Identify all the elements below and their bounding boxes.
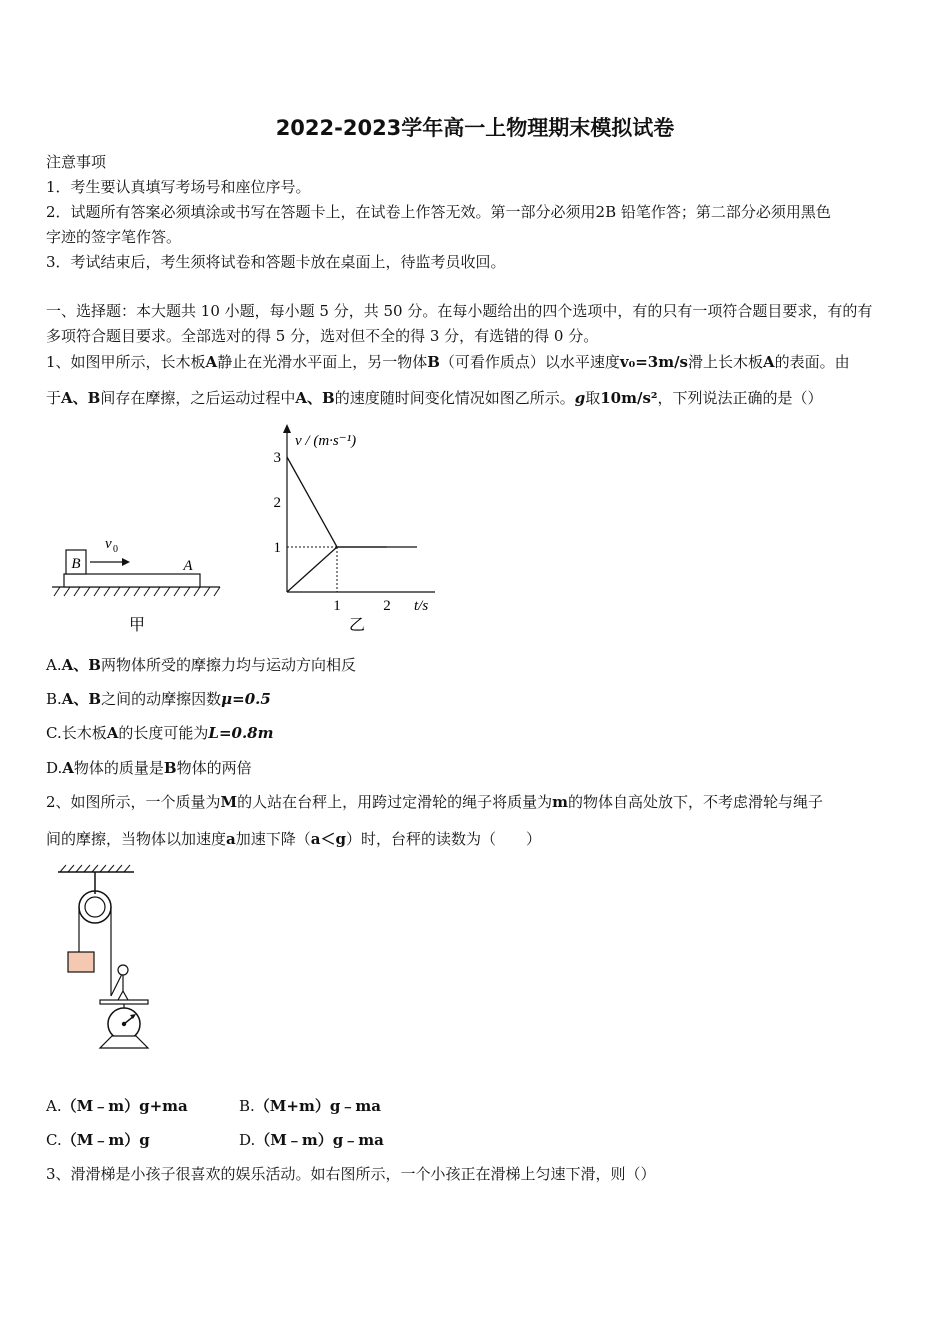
text: 间存在摩擦，之后运动过程中 bbox=[100, 389, 296, 407]
text: 间的摩擦，当物体以加速度 bbox=[46, 830, 227, 848]
scale-platform bbox=[100, 1000, 148, 1004]
x-axis-label: t/s bbox=[414, 598, 429, 614]
section-intro: 多项符合题目要求。全部选对的得 5 分，选对但不全的得 3 分，有选错的得 0 分。 bbox=[46, 327, 599, 345]
option-d[interactable] bbox=[46, 758, 252, 778]
symbol: A、B bbox=[61, 389, 101, 407]
notice-item: 字迹的签字笔作答。 bbox=[46, 228, 182, 246]
figure-block-board bbox=[50, 530, 225, 640]
symbol: M bbox=[220, 793, 238, 811]
ceiling-hatching bbox=[60, 865, 130, 872]
v0-subscript: 0 bbox=[113, 544, 118, 555]
symbol: A bbox=[106, 724, 119, 742]
scale-base bbox=[100, 1036, 148, 1048]
formula: （M+m）g﹣ma bbox=[254, 1097, 381, 1115]
symbol: g bbox=[574, 389, 586, 407]
formula: μ=0.5 bbox=[221, 690, 271, 708]
option-text: 物体的质量是 bbox=[73, 759, 164, 777]
option-d[interactable] bbox=[239, 1130, 384, 1150]
page-title: 2022-2023学年高一上物理期末模拟试卷 bbox=[275, 116, 675, 140]
option-text: 长木板 bbox=[61, 724, 107, 742]
y-tick-label: 3 bbox=[273, 450, 281, 466]
symbol: A、B bbox=[61, 690, 102, 708]
text: 的物体自高处放下，不考虑滑轮与绳子 bbox=[568, 793, 824, 811]
symbol: a bbox=[226, 830, 236, 848]
notice-item: 2．试题所有答案必须填涂或书写在答题卡上，在试卷上作答无效。第一部分必须用2B 铅笔作答；第二部分必须用黑色 bbox=[46, 203, 831, 221]
text: ）时，台秤的读数为（ ） bbox=[345, 830, 541, 848]
option-text: 两物体所受的摩擦力均与运动方向相反 bbox=[100, 656, 356, 674]
question-2-text bbox=[46, 792, 823, 812]
option-letter: D. bbox=[46, 759, 63, 777]
text: 1、如图甲所示，长木板 bbox=[46, 353, 206, 371]
y-tick-label: 1 bbox=[273, 540, 281, 556]
pulley-icon bbox=[79, 891, 111, 923]
x-tick-label: 1 bbox=[333, 598, 341, 614]
option-letter: A. bbox=[46, 1097, 62, 1115]
x-tick-label: 2 bbox=[383, 598, 391, 614]
question-1-text bbox=[46, 352, 850, 372]
series-line-2 bbox=[287, 547, 387, 592]
symbol: a＜g bbox=[310, 830, 346, 848]
symbol: m bbox=[552, 793, 569, 811]
option-text: 之间的动摩擦因数 bbox=[101, 690, 222, 708]
option-c[interactable] bbox=[46, 1130, 150, 1150]
figure-vt-chart bbox=[265, 420, 455, 635]
notice-item: 1．考生要认真填写考场号和座位序号。 bbox=[46, 178, 311, 196]
formula: （M﹣m）g bbox=[61, 1131, 150, 1149]
text: （可看作质点）以水平速度 bbox=[439, 353, 620, 371]
text: 静止在光滑水平面上，另一物体 bbox=[217, 353, 428, 371]
option-letter: B. bbox=[239, 1097, 255, 1115]
arrow-head-icon bbox=[122, 558, 130, 566]
text: 的表面。由 bbox=[774, 353, 850, 371]
symbol: B bbox=[427, 353, 440, 371]
symbol: A bbox=[62, 759, 74, 777]
text: 于 bbox=[46, 389, 62, 407]
text: 2、如图所示，一个质量为 bbox=[46, 793, 221, 811]
text: 取 bbox=[585, 389, 601, 407]
formula: （M﹣m）g+ma bbox=[61, 1097, 188, 1115]
option-a[interactable] bbox=[46, 1096, 188, 1116]
person-head-icon bbox=[118, 965, 128, 975]
ground-hatching bbox=[54, 587, 220, 596]
option-c[interactable] bbox=[46, 723, 273, 743]
text: 加速下降（ bbox=[235, 830, 311, 848]
board-a bbox=[64, 574, 200, 587]
hanging-mass bbox=[68, 952, 94, 972]
symbol: A bbox=[763, 353, 775, 371]
formula: （M﹣m）g﹣ma bbox=[255, 1131, 384, 1149]
section-intro: 一、选择题：本大题共 10 小题，每小题 5 分，共 50 分。在每小题给出的四个选项中，有的只有一项符合题目要求，有的有 bbox=[46, 302, 873, 320]
option-b[interactable] bbox=[46, 689, 271, 709]
option-b[interactable] bbox=[239, 1096, 381, 1116]
block-b-label: B bbox=[71, 556, 81, 572]
option-text: 的长度可能为 bbox=[118, 724, 209, 742]
formula: L=0.8m bbox=[208, 724, 274, 742]
text: 的人站在台秤上，用跨过定滑轮的绳子将质量为 bbox=[237, 793, 553, 811]
notice-heading: 注意事项 bbox=[46, 153, 107, 171]
question-3-text: 3、滑滑梯是小孩子很喜欢的娱乐活动。如右图所示，一个小孩正在滑梯上匀速下滑，则（） bbox=[46, 1165, 656, 1183]
option-letter: B. bbox=[46, 690, 62, 708]
text: ，下列说法正确的是（） bbox=[657, 389, 823, 407]
option-letter: A. bbox=[46, 656, 62, 674]
v0-label: v bbox=[105, 536, 112, 552]
series-line-1 bbox=[287, 457, 387, 547]
text: 的速度随时间变化情况如图乙所示。 bbox=[334, 389, 575, 407]
symbol: 10m/s² bbox=[600, 389, 658, 407]
figure-pulley-scale bbox=[52, 862, 162, 1057]
y-axis-arrow-icon bbox=[283, 424, 291, 433]
notice-item: 3．考试结束后，考生须将试卷和答题卡放在桌面上，待监考员收回。 bbox=[46, 253, 506, 271]
text: 滑上长木板 bbox=[688, 353, 764, 371]
question-2-text bbox=[46, 829, 541, 849]
symbol: v₀=3m/s bbox=[619, 353, 688, 371]
symbol: B bbox=[163, 759, 177, 777]
board-a-label: A bbox=[183, 558, 193, 574]
option-text: 物体的两倍 bbox=[176, 759, 252, 777]
option-letter: D. bbox=[239, 1131, 256, 1149]
option-a[interactable] bbox=[46, 655, 356, 675]
person-arm bbox=[111, 974, 122, 996]
y-axis-label: v / (m·s⁻¹) bbox=[295, 433, 357, 449]
symbol: A、B bbox=[295, 389, 335, 407]
symbol: A、B bbox=[61, 656, 101, 674]
figure-caption: 甲 bbox=[128, 617, 146, 634]
option-letter: C. bbox=[46, 724, 62, 742]
option-letter: C. bbox=[46, 1131, 62, 1149]
y-tick-label: 2 bbox=[273, 495, 281, 511]
figure-caption: 乙 bbox=[348, 617, 366, 634]
symbol: A bbox=[205, 353, 218, 371]
question-1-text bbox=[46, 388, 822, 408]
